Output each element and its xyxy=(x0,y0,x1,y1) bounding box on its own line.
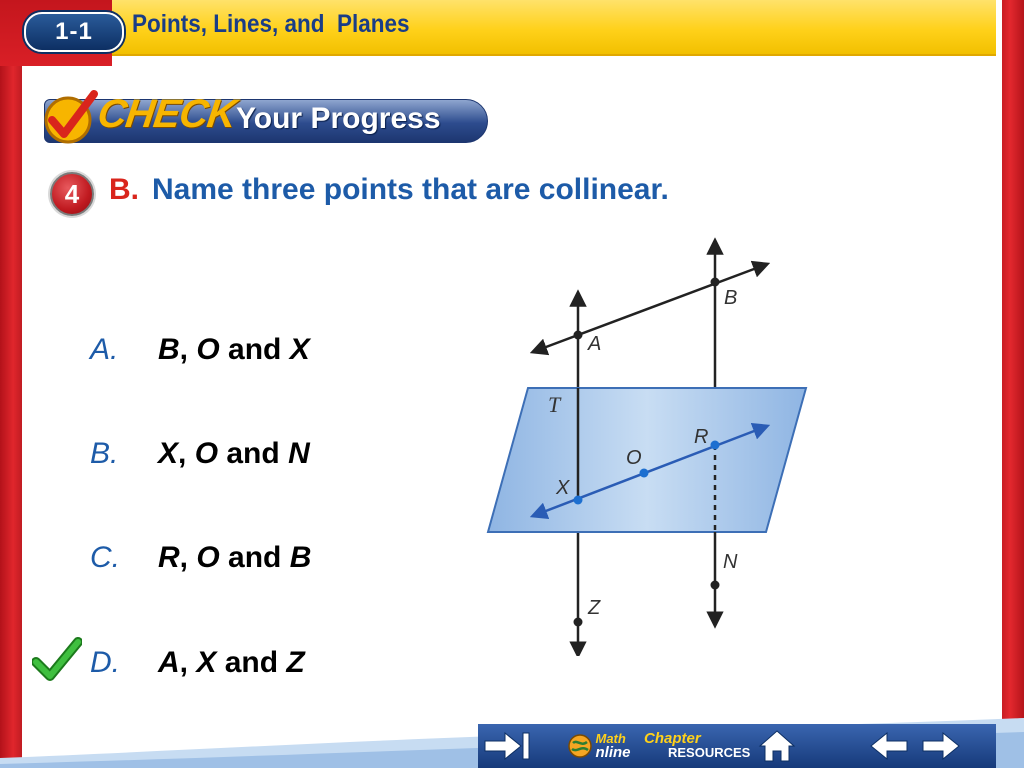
math-online-bottom-label: nline xyxy=(595,744,631,761)
label-plane-t: T xyxy=(548,392,561,417)
next-button[interactable] xyxy=(916,724,966,768)
point-b xyxy=(711,278,720,287)
geometry-diagram xyxy=(480,236,820,656)
math-online-button[interactable] xyxy=(562,724,636,768)
question-text: Name three points that are collinear. xyxy=(152,173,669,206)
option-text: X, O and N xyxy=(158,437,310,470)
option-text: A, X and Z xyxy=(158,646,305,679)
banner-check-word: CHECK xyxy=(94,92,239,136)
point-r xyxy=(711,441,720,450)
right-frame xyxy=(996,0,1024,768)
option-text: R, O and B xyxy=(158,541,312,574)
banner-your-progress: Your Progress xyxy=(236,102,441,135)
point-x xyxy=(574,496,583,505)
home-icon xyxy=(757,728,797,764)
label-r: R xyxy=(694,426,709,448)
lesson-number-badge: 1-1 xyxy=(24,12,124,52)
end-button[interactable] xyxy=(478,724,536,768)
back-arrow-icon xyxy=(867,729,911,763)
lesson-title: Points, Lines, and Planes xyxy=(132,10,410,38)
point-z xyxy=(574,618,583,627)
correct-answer-check-icon xyxy=(32,636,82,682)
option-letter: D. xyxy=(90,646,120,679)
question-number-badge: 4 xyxy=(50,172,94,216)
label-o: O xyxy=(626,447,642,469)
point-a xyxy=(574,331,583,340)
chapter-resources-bottom-label: RESOURCES xyxy=(668,745,751,760)
chapter-resources-button[interactable] xyxy=(644,724,751,768)
chapter-resources-top-label: Chapter xyxy=(644,730,701,747)
option-letter: B. xyxy=(90,437,119,470)
label-a: A xyxy=(588,333,602,355)
option-letter: A. xyxy=(90,333,119,366)
end-arrow-icon xyxy=(481,729,533,763)
option-letter: C. xyxy=(90,541,120,574)
math-online-top-label: Math xyxy=(595,731,626,746)
label-n: N xyxy=(723,551,738,573)
globe-icon xyxy=(567,733,593,759)
point-o xyxy=(640,469,649,478)
check-mark-icon xyxy=(38,86,100,148)
forward-arrow-icon xyxy=(919,729,963,763)
option-text: B, O and X xyxy=(158,333,310,366)
label-z: Z xyxy=(588,597,601,619)
home-button[interactable] xyxy=(752,724,802,768)
previous-button[interactable] xyxy=(864,724,914,768)
label-x: X xyxy=(556,477,570,499)
question-part-label: B. xyxy=(109,173,139,206)
label-b: B xyxy=(724,287,738,309)
left-frame xyxy=(0,0,22,768)
point-n xyxy=(711,581,720,590)
plane-t xyxy=(488,388,806,532)
